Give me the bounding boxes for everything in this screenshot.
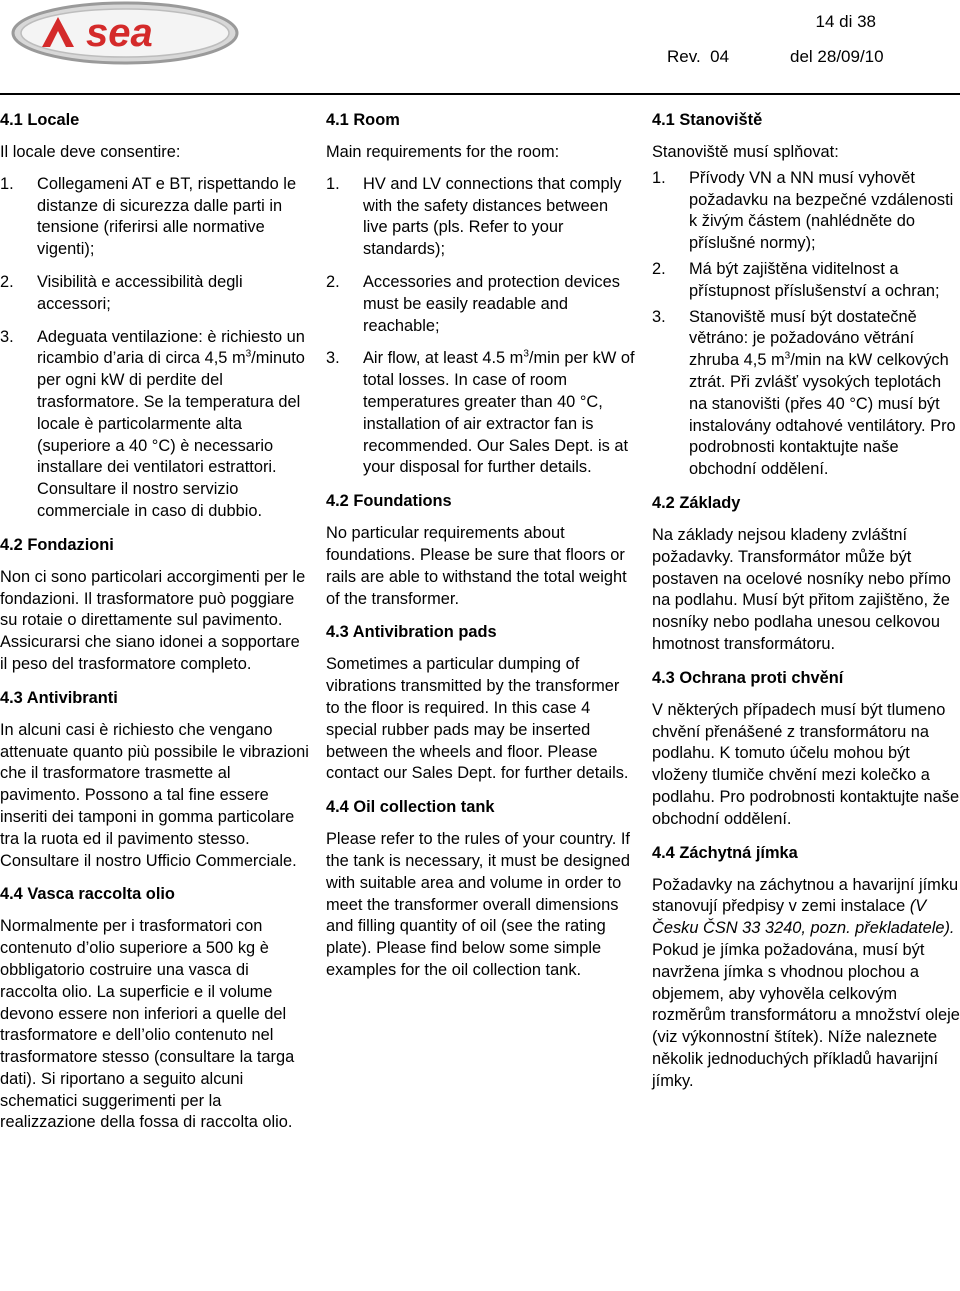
list-item [0,327,310,523]
list-number: 1. [652,168,666,187]
list-text: /minuto per ogni kW di perdite del trasformatore. Se la temperatura del locale è particolarmente alta (superiore a 40 °C) è necessario installare dei ventilatori estrattori. Consultare il nostro servizio commerciale in caso di dubbio. [37,349,305,520]
revision-date: del 28/09/10 [790,47,884,66]
section-text: Sometimes a particular dumping of vibrations transmitted by the transformer to the floor is required. In this case 4 special rubber pads may be inserted between the wheels and floor. Please contact our Sales Dept. for further details. [326,655,629,783]
text-span: Pokud je jímka požadována, musí být navržena jímka s vhodnou plochou a objemem, aby vyhověla celkovým rozměrům transformátoru a množství oleje (viz výkonnostní štítek). Níže naleznete několik jednoduchých příkladů havarijní jímky. [652,940,960,1090]
page-header [0,0,960,100]
list-number: 1. [0,174,14,193]
superscript: 3 [245,348,252,360]
section-title-antivibration: 4.3 Ochrana proti chvění [652,668,844,687]
list-item [0,174,310,261]
requirements-list [652,168,960,481]
section-intro: Main requirements for the room: [326,143,560,161]
section-text: In alcuni casi è richiesto che vengano attenuate quanto più possibile le vibrazioni che il trasformatore trasmette al pavimento. Possono a tal fine essere inseriti dei tamponi in gomma particolare tra la ruota ed il pavimento stesso. Consultare il nostro Ufficio Commerciale. [0,720,309,870]
page-number: 14 di 38 [815,12,876,31]
section-text [652,875,960,1093]
list-number: 2. [0,272,14,291]
section-title-antivibration: 4.3 Antivibranti [0,688,118,707]
list-item [652,307,960,481]
list-text: Accessories and protection devices must be easily readable and reachable; [363,272,620,335]
list-item [326,272,636,337]
list-number: 2. [652,259,666,278]
list-text: Collegameni AT e BT, rispettando le distanze di sicurezza dalle parti in tensione (riferirsi alle normative vigenti); [37,174,297,259]
requirements-list [326,174,636,479]
section-title-oil-tank: 4.4 Záchytná jímka [652,843,798,862]
section-title-foundations: 4.2 Základy [652,493,741,512]
section-text: No particular requirements about foundations. Please be sure that floors or rails are able to withstand the total weight of the transformer. [326,524,627,608]
section-title-oil-tank: 4.4 Vasca raccolta olio [0,885,175,904]
list-number: 2. [326,272,340,291]
text-span: Požadavky na záchytnou a havarijní jímku stanovují předpisy v zemi instalace [652,875,959,916]
section-title-room: 4.1 Locale [0,111,80,129]
section-intro: Il locale deve consentire: [0,143,181,161]
list-text: HV and LV connections that comply with the safety distances between live parts (pls. Refer to your standards); [363,174,622,259]
list-number: 3. [652,307,666,326]
section-text: Non ci sono particolari accorgimenti per le fondazioni. Il trasformatore può poggiare su rotaie o direttamente sul pavimento. Assicurarsi che siano idonei a sopportare il peso del trasformatore completo. [0,567,306,673]
list-number: 1. [326,174,340,193]
revision-number: Rev. 04 [667,47,730,66]
section-title-antivibration: 4.3 Antivibration pads [326,623,497,642]
english-column [326,109,636,993]
section-title-room: 4.1 Room [326,111,400,129]
italian-column [0,109,310,1145]
czech-column [652,109,960,1103]
superscript: 3 [523,348,529,360]
requirements-list [0,174,310,523]
section-intro: Stanoviště musí splňovat: [652,143,839,161]
list-text: Air flow, at least 4.5 m [363,349,524,368]
section-title-oil-tank: 4.4 Oil collection tank [326,798,495,817]
section-title-foundations: 4.2 Foundations [326,492,452,511]
section-text: Normalmente per i trasformatori con contenuto d’olio superiore a 500 kg è obbligatorio costruire una vasca di raccolta olio. La superficie e il volume devono essere non inferiori a quelle del trasformatore e dell’olio contenuto nel trasformatore stesso (consultare la targa dati). Si riportano a seguito alcuni schematici suggerimenti per la realizzazione della fossa di raccolta olio. [0,917,295,1132]
list-item [0,272,310,316]
list-item [326,174,636,261]
list-item [652,168,960,255]
section-title-foundations: 4.2 Fondazioni [0,535,114,554]
list-item [652,259,960,303]
superscript: 3 [784,350,791,362]
svg-text:sea: sea [86,11,153,55]
list-number: 3. [0,327,14,346]
list-text: Stanoviště musí být dostatečně větráno: je požadováno větrání zhruba 4,5 m [689,307,917,370]
section-text: V některých případech musí být tlumeno chvění přenášené z transformátoru na podlahu. K tomuto účelu mohou být vloženy tlumiče chvění mezi kolečko a podlahu. Pro podrobnosti kontaktujte naše obchodní oddělení. [652,700,960,828]
list-text: /min na kW celkových ztrát. Při zvlášť vysokých teplotách na stanovišti (přes 40 °C) musí být instalovány odtahové ventilátory. Pro podrobnosti kontaktujte naše obchodní oddělení. [689,351,956,479]
list-text: Visibilità e accessibilità degli accessori; [37,272,243,313]
header-rule [0,93,960,95]
list-text: Má být zajištěna viditelnost a přístupnost příslušenství a ochran; [689,259,940,300]
sea-logo [10,0,240,71]
list-text: Adeguata ventilazione: è richiesto un ricambio d’aria di circa 4,5 m [37,327,305,368]
section-text: Na základy nejsou kladeny zvláštní požadavky. Transformátor může být postaven na ocelové nosníky nebo přímo na podlahu. Musí být přitom zajištěno, že nosníky nebo podlaha unesou celkovou hmotnost transformátoru. [652,525,951,653]
italic-note: (V Česku ČSN 33 3240, pozn. překladatele). [652,897,955,938]
list-number: 3. [326,349,340,368]
section-text: Please refer to the rules of your country. If the tank is necessary, it must be designed with suitable area and volume in order to meet the transformer overall dimensions and filling quantity of oil (see the rating plate). Please find below some simple examples for the oil collection tank. [326,830,630,979]
list-item [326,348,636,479]
list-text: /min per kW of total losses. In case of room temperatures greater than 40 °C, installation of air extractor fan is recommended. Our Sales Dept. is at your disposal for further details. [363,349,635,477]
list-text: Přívody VN a NN musí vyhovět požadavku na bezpečné vzdálenosti k živým částem (nahlédněte do příslušné normy); [689,168,954,253]
section-title-room: 4.1 Stanoviště [652,111,763,129]
